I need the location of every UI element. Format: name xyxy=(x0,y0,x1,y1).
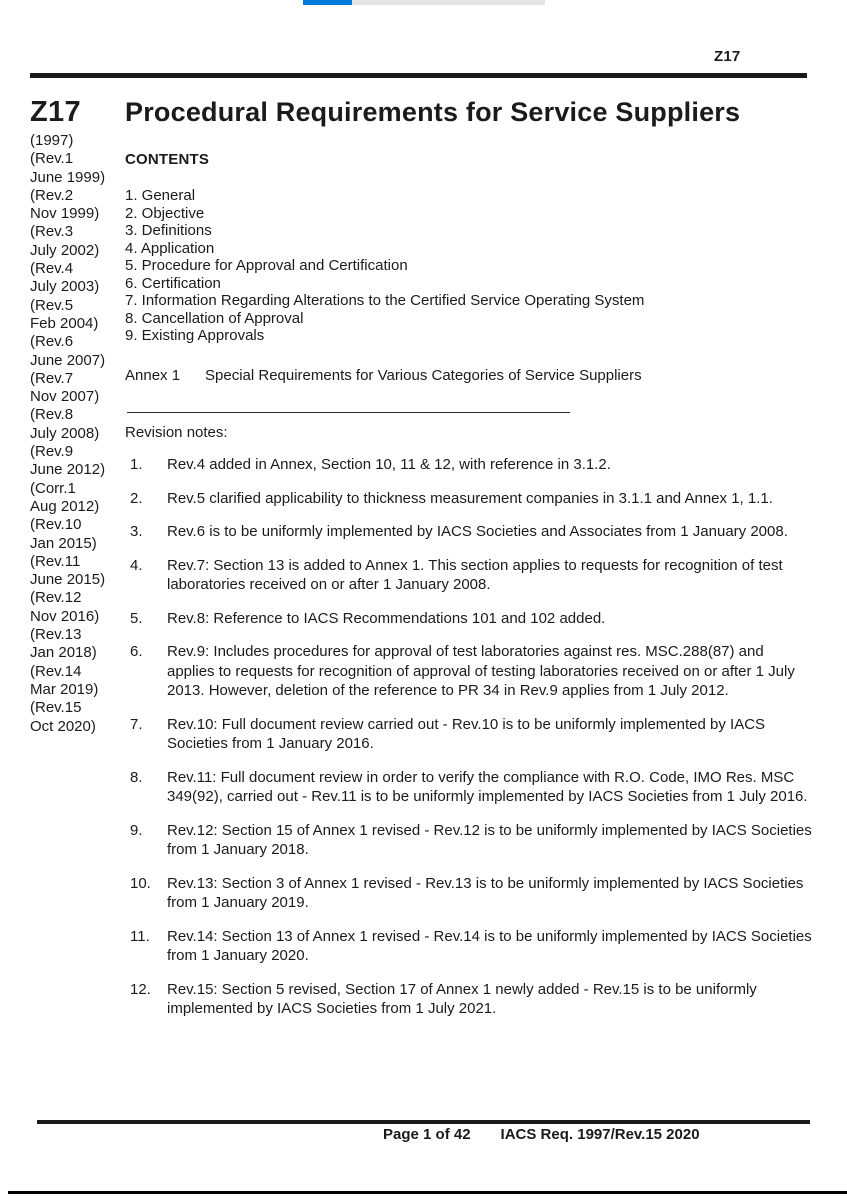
revision-history-line: June 2015) xyxy=(30,571,106,589)
revision-history-line: Nov 2007) xyxy=(30,388,100,406)
revision-note-text: Rev.4 added in Annex, Section 10, 11 & 12, with reference in 3.1.2. xyxy=(167,456,611,473)
revision-history-line: (Rev.12 xyxy=(30,589,82,607)
contents-item: 8. Cancellation of Approval xyxy=(125,309,304,327)
revision-history-line: (Corr.1 xyxy=(30,479,76,497)
revision-history-line: (Rev.14 xyxy=(30,662,82,680)
revision-history-line: Mar 2019) xyxy=(30,680,99,698)
revision-history-line: (Rev.8 xyxy=(30,406,74,424)
revision-history-line: (Rev.7 xyxy=(30,369,74,387)
loading-progress-bar xyxy=(303,0,352,5)
annex-label: Annex 1 xyxy=(125,367,181,384)
revision-note-text: Rev.10: Full document review carried out - Rev.10 is to be uniformly implemented by IACS Societies from 1 January 2016. xyxy=(167,715,766,752)
contents-heading: CONTENTS xyxy=(125,151,210,168)
revision-note-text: Rev.15: Section 5 revised, Section 17 of Annex 1 newly added - Rev.15 is to be uniformly implemented by IACS Societies from 1 July 2021. xyxy=(167,980,757,1017)
revision-note-number: 10. xyxy=(130,874,151,892)
footer-rule xyxy=(37,1120,810,1124)
footer-page-number: Page 1 of 42 xyxy=(383,1126,471,1143)
revision-note-text: Rev.12: Section 15 of Annex 1 revised - Rev.12 is to be uniformly implemented by IACS Societies from 1 January 2018. xyxy=(167,821,812,858)
footer xyxy=(383,1126,700,1143)
revision-note-text: Rev.7: Section 13 is added to Annex 1. This section applies to requests for recognition of test laboratories received on or after 1 January 2008. xyxy=(167,556,783,593)
revision-history-line: (Rev.2 xyxy=(30,186,74,204)
revision-history-line: (Rev.6 xyxy=(30,333,74,351)
revision-note xyxy=(130,768,812,807)
revision-history-line: (Rev.9 xyxy=(30,443,74,461)
revision-history-line: (1997) xyxy=(30,132,74,149)
footer-requirement-id: IACS Req. 1997/Rev.15 2020 xyxy=(500,1126,700,1143)
revision-note xyxy=(130,874,812,913)
revision-history-line: (Rev.4 xyxy=(30,260,74,278)
revision-note-number: 2. xyxy=(130,489,143,507)
annex-title: Special Requirements for Various Categories of Service Suppliers xyxy=(205,367,642,384)
revision-note-text: Rev.13: Section 3 of Annex 1 revised - Rev.13 is to be uniformly implemented by IACS Societies from 1 January 2019. xyxy=(167,874,804,911)
revision-history-line: Oct 2020) xyxy=(30,717,96,735)
running-header-label: Z17 xyxy=(714,48,741,65)
revision-history-line: (Rev.15 xyxy=(30,699,82,717)
revision-history-line: July 2003) xyxy=(30,278,100,296)
revision-history-line: (Rev.1 xyxy=(30,150,74,168)
revision-note-number: 9. xyxy=(130,821,143,839)
revision-note-text: Rev.11: Full document review in order to verify the compliance with R.O. Code, IMO Res. MSC 349(92), carried out - Rev.11 is to be uniformly implemented by IACS Societies from 1 July 2016. xyxy=(167,768,808,805)
contents-item: 2. Objective xyxy=(125,204,205,222)
revision-notes-list xyxy=(130,455,812,1033)
revision-history-line: Jan 2018) xyxy=(30,644,97,662)
revision-history-line: Jan 2015) xyxy=(30,534,97,552)
revision-note xyxy=(130,642,812,701)
contents-item: 9. Existing Approvals xyxy=(125,327,265,344)
page-title: Procedural Requirements for Service Suppliers xyxy=(125,97,741,127)
revision-history-line: (Rev.13 xyxy=(30,626,82,644)
contents-item: 4. Application xyxy=(125,239,215,257)
revision-history-line: June 2007) xyxy=(30,351,106,369)
revision-history-line: (Rev.11 xyxy=(30,552,81,570)
contents-item: 7. Information Regarding Alterations to the Certified Service Operating System xyxy=(125,292,645,309)
revision-history-line: (Rev.10 xyxy=(30,516,82,534)
revision-note-number: 6. xyxy=(130,643,143,660)
revision-note-text: Rev.8: Reference to IACS Recommendations 101 and 102 added. xyxy=(167,609,606,627)
revision-history-line: June 2012) xyxy=(30,461,106,479)
revision-note xyxy=(130,455,812,475)
revision-history-line: Feb 2004) xyxy=(30,314,99,332)
revision-note-number: 5. xyxy=(130,609,143,627)
revision-note-number: 3. xyxy=(130,523,143,540)
revision-note-number: 4. xyxy=(130,556,143,574)
revision-history-line: Nov 2016) xyxy=(30,607,100,625)
contents-list xyxy=(125,187,785,345)
revision-history-line: July 2002) xyxy=(30,241,100,259)
revision-note xyxy=(130,715,812,754)
revision-notes-heading: Revision notes: xyxy=(125,424,228,441)
revision-note-number: 7. xyxy=(130,715,143,733)
contents-item: 3. Definitions xyxy=(125,222,212,239)
loading-progress-track xyxy=(352,0,545,5)
revision-notes-rule xyxy=(127,412,570,413)
annex-row xyxy=(125,367,815,384)
revision-note-text: Rev.14: Section 13 of Annex 1 revised - Rev.14 is to be uniformly implemented by IACS Societies from 1 January 2020. xyxy=(167,927,812,964)
revision-history-line: Nov 1999) xyxy=(30,205,100,223)
revision-note-text: Rev.9: Includes procedures for approval of test laboratories against res. MSC.288(87) and applies to requests for recognition of approval of testing laboratories received on or after 1 July 2013. However, deletion of the reference to PR 34 in Rev.9 applies from 1 July 2012. xyxy=(167,643,795,699)
window-bottom-edge xyxy=(8,1191,847,1194)
document-id: Z17 xyxy=(30,96,81,128)
contents-item: 1. General xyxy=(125,187,196,204)
revision-note-text: Rev.6 is to be uniformly implemented by IACS Societies and Associates from 1 January 2008. xyxy=(167,523,788,540)
revision-note xyxy=(130,609,812,629)
contents-item: 5. Procedure for Approval and Certification xyxy=(125,257,408,274)
revision-history-line: Aug 2012) xyxy=(30,497,100,515)
revision-note-number: 11. xyxy=(130,927,150,945)
revision-note xyxy=(130,821,812,860)
revision-note xyxy=(130,522,812,542)
revision-note-number: 12. xyxy=(130,980,151,998)
header-rule xyxy=(30,73,807,78)
revision-note-text: Rev.5 clarified applicability to thickness measurement companies in 3.1.1 and Annex 1, 1.1. xyxy=(167,489,773,507)
revision-note xyxy=(130,980,812,1019)
revision-history-line: July 2008) xyxy=(30,424,100,442)
revision-note-number: 1. xyxy=(130,456,143,473)
revision-note xyxy=(130,489,812,509)
revision-history-line: (Rev.3 xyxy=(30,223,74,241)
contents-item: 6. Certification xyxy=(125,274,221,292)
revision-history-line: (Rev.5 xyxy=(30,296,74,314)
revision-note xyxy=(130,927,812,966)
revision-note-number: 8. xyxy=(130,768,143,786)
revision-history-line: June 1999) xyxy=(30,168,106,186)
revision-history-column xyxy=(30,132,130,736)
revision-note xyxy=(130,556,812,595)
